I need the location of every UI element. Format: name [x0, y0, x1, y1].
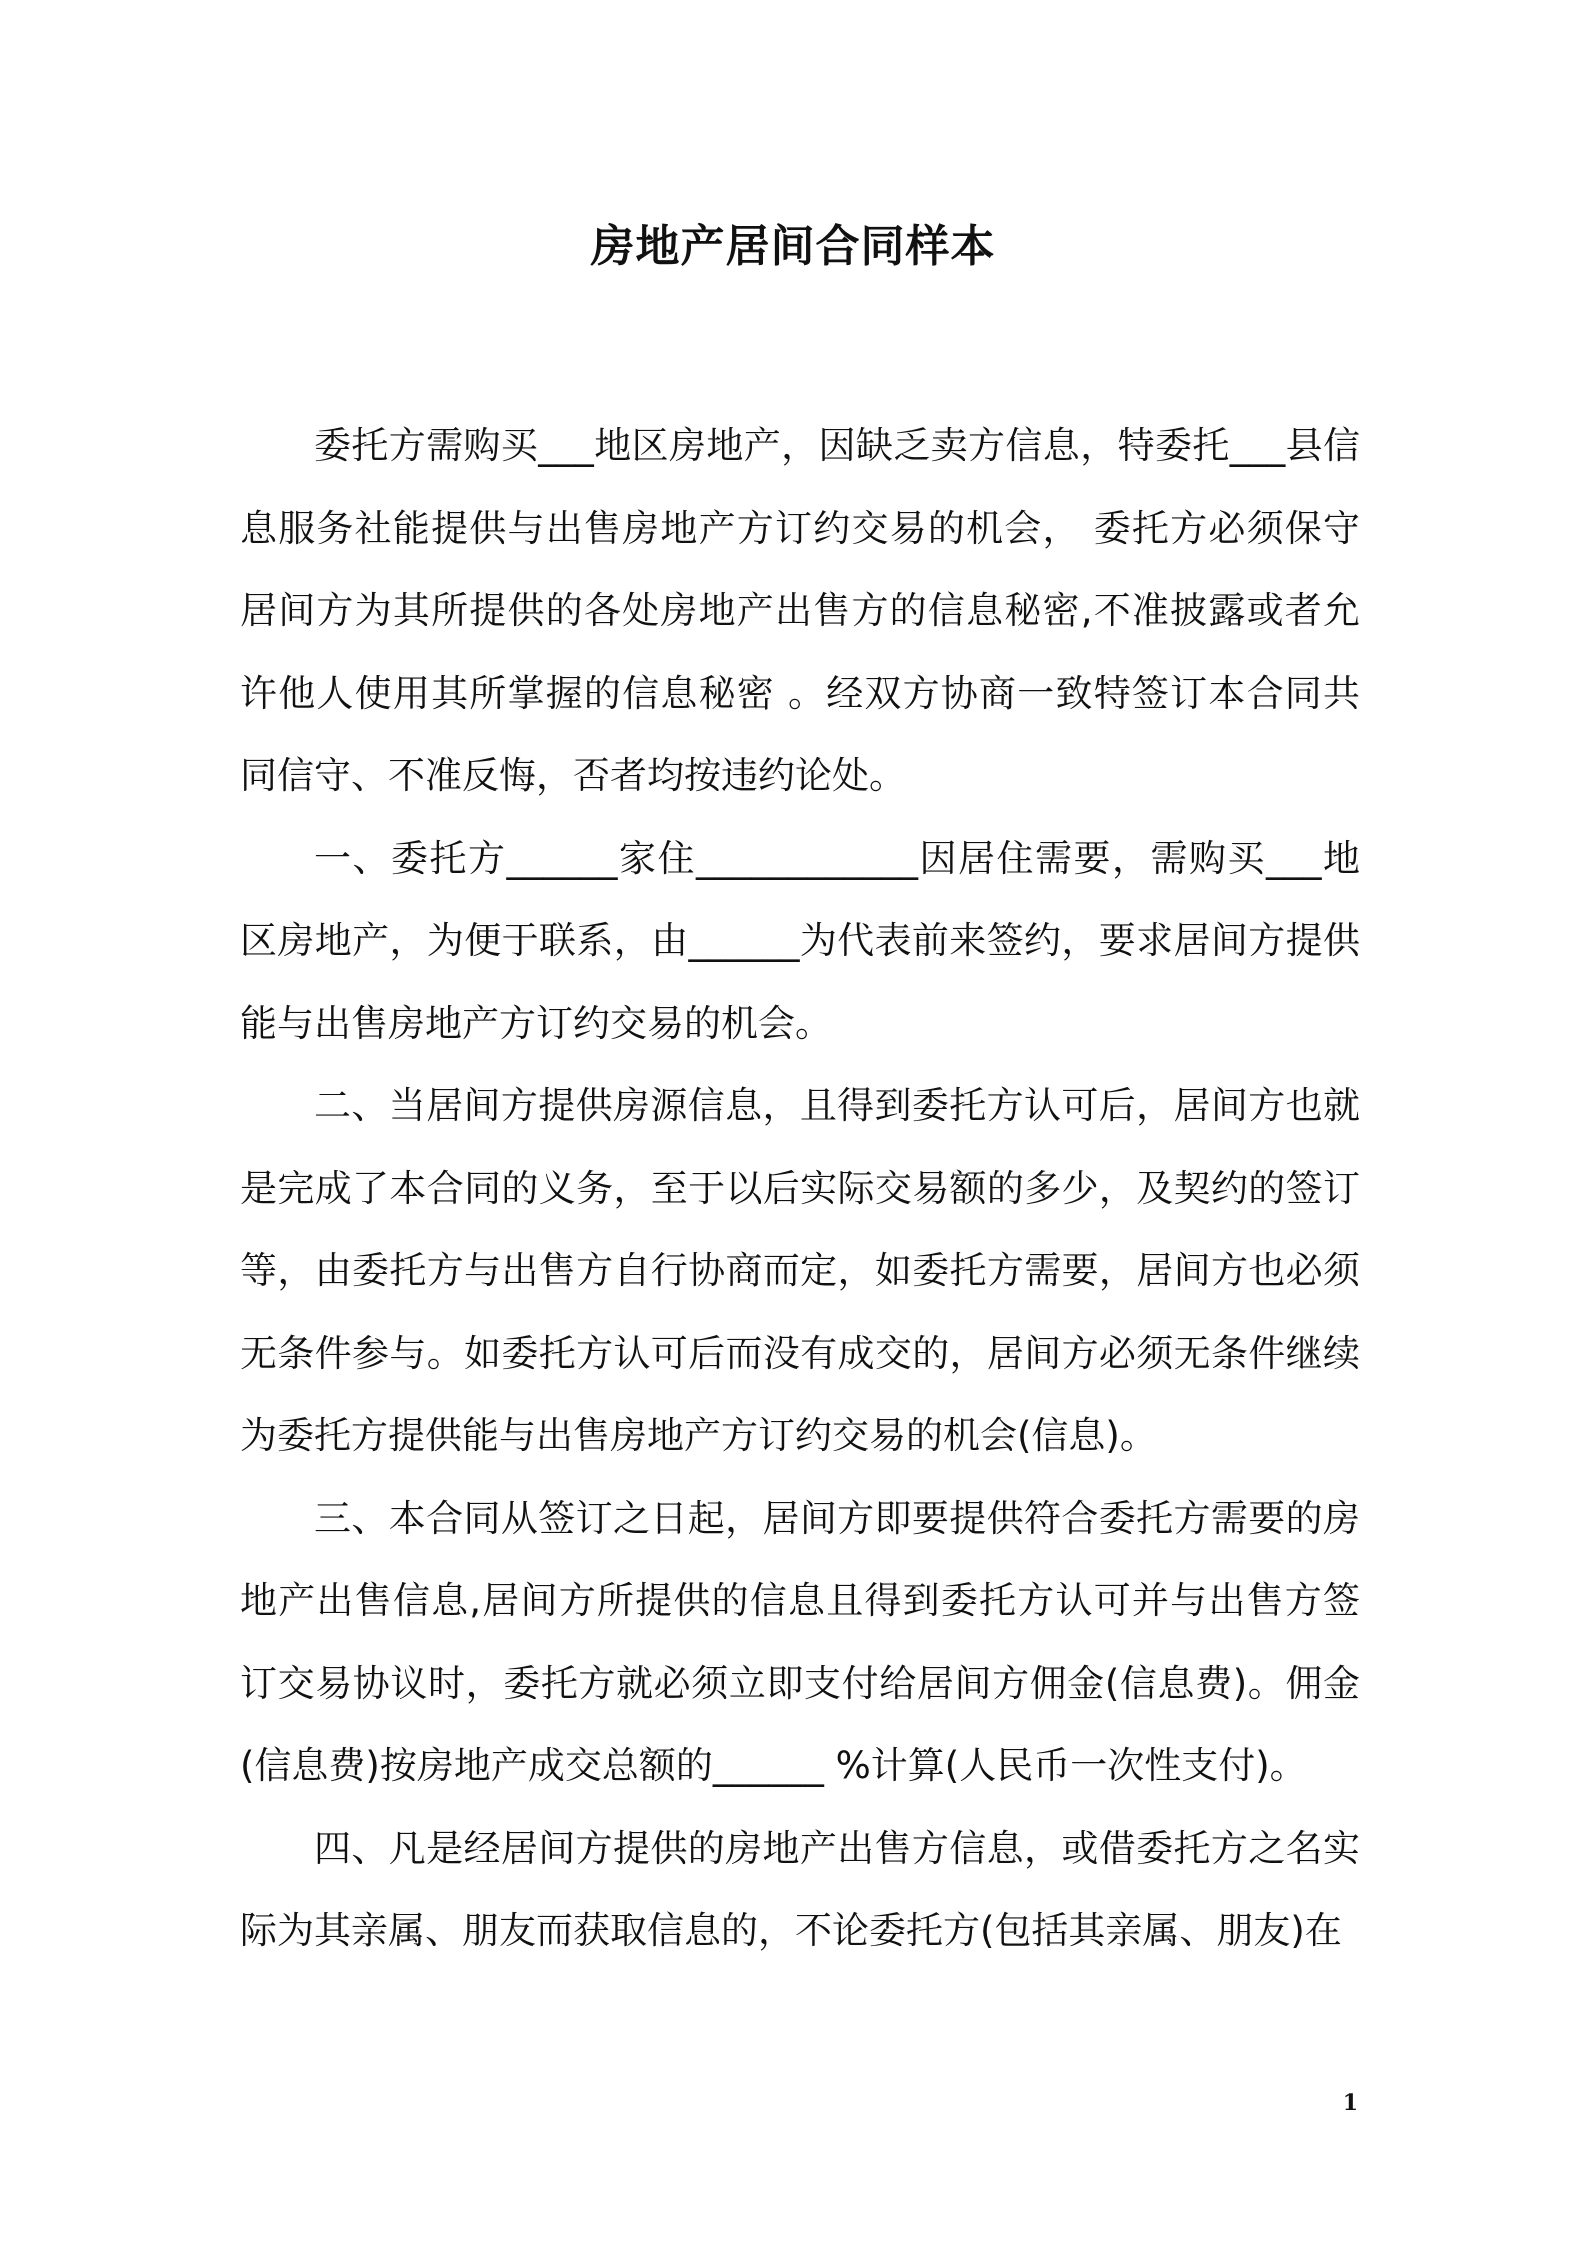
- paragraph-clause-1: 一、委托方______家住____________因居住需要，需购买___地区房地产，为便于联系，由______为代表前来签约，要求居间方提供能与出售房地产方订约交易的机会。: [240, 836, 1360, 1045]
- paragraph-clause-4: 四、凡是经居间方提供的房地产出售方信息，或借委托方之名实际为其亲属、朋友而获取信息的，不论委托方(包括其亲属、朋友)在: [240, 1826, 1360, 1952]
- document-body: [240, 405, 1360, 1973]
- paragraph-clause-3: 三、本合同从签订之日起，居间方即要提供符合委托方需要的房地产出售信息,居间方所提供的信息且得到委托方认可并与出售方签订交易协议时，委托方就必须立即支付给居间方佣金(信息费)。佣金(信息费)按房地产成交总额的______ %计算(人民币一次性支付)。: [240, 1496, 1360, 1787]
- page-number: 1: [1342, 2090, 1358, 2116]
- paragraph-preamble: 委托方需购买___地区房地产，因缺乏卖方信息，特委托___县信息服务社能提供与出售房地产方订约交易的机会， 委托方必须保守居间方为其所提供的各处房地产出售方的信息秘密,不准披露或者允许他人使用其所掌握的信息秘密 。经双方协商一致特签订本合同共同信守、不准反悔，否者均按违约论处。: [240, 424, 1360, 797]
- document-title: 房地产居间合同样本: [590, 221, 996, 272]
- paragraph-clause-2: 二、当居间方提供房源信息，且得到委托方认可后，居间方也就是完成了本合同的义务，至于以后实际交易额的多少，及契约的签订等，由委托方与出售方自行协商而定，如委托方需要，居间方也必须无条件参与。如委托方认可后而没有成交的，居间方必须无条件继续为委托方提供能与出售房地产方订约交易的机会(信息)。: [240, 1084, 1360, 1457]
